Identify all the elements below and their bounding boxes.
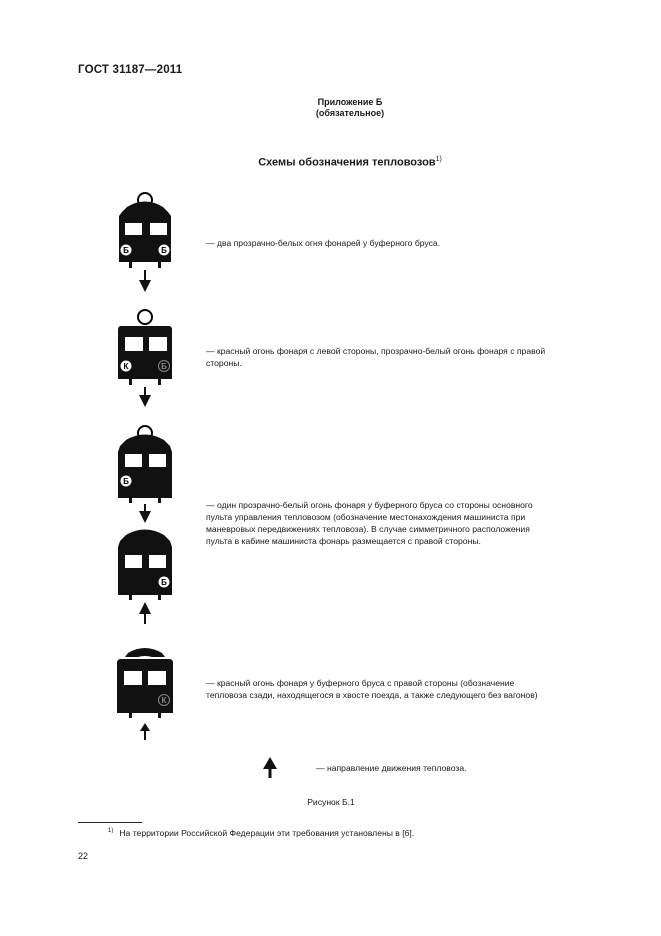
- scheme-3-text: [206, 499, 533, 547]
- buffer-left: [129, 713, 132, 718]
- cab-window-right: [148, 671, 166, 685]
- section-footnote-mark: 1): [435, 156, 442, 163]
- cab-window-left: [125, 454, 142, 467]
- buffer-right: [158, 379, 161, 385]
- arrow-shaft: [144, 614, 146, 624]
- scheme-3-line-1: — один прозрачно-белый огонь фонаря у буферного бруса со стороны основного: [206, 500, 533, 510]
- cab-window-left: [125, 223, 142, 235]
- cab-window-right: [150, 223, 167, 235]
- scheme-2-line-2: стороны.: [206, 358, 242, 368]
- lamp-left-label: Б: [123, 477, 129, 486]
- footnote-mark: 1): [108, 828, 114, 835]
- buffer-left: [129, 498, 132, 503]
- buffer-right: [158, 595, 161, 600]
- appendix-status: (обязательное): [315, 108, 385, 118]
- document-header: ГОСТ 31187—2011: [78, 64, 183, 76]
- lamp-left-label: Б: [123, 246, 129, 255]
- locomotive-roof: [125, 648, 165, 657]
- buffer-left: [129, 595, 132, 600]
- locomotive-scheme-2: [112, 305, 182, 409]
- section-title-text: Схемы обозначения тепловозов: [258, 156, 436, 169]
- cab-window-left: [124, 671, 142, 685]
- arrow-shaft: [144, 270, 146, 280]
- lamp-right-label: Б: [161, 246, 167, 255]
- cab-window-left: [125, 555, 142, 568]
- footnote-divider: [78, 822, 142, 823]
- scheme-3-line-3: маневровых передвижениях тепловоза). В случае симметричного расположения: [206, 524, 530, 534]
- legend-text: — направление движения тепловоза.: [316, 763, 467, 773]
- lamp-left-label: К: [123, 362, 129, 371]
- lamp-right-label: Б: [161, 362, 167, 371]
- locomotive-scheme-4: [112, 640, 182, 744]
- scheme-4-line-1: — красный огонь фонаря у буферного бруса с правой стороны (обозначение: [206, 678, 515, 688]
- cab-window-right: [149, 454, 166, 467]
- direction-arrow-up-icon: [139, 602, 151, 614]
- arrow-shaft: [144, 731, 146, 740]
- cab-window-right: [149, 337, 167, 351]
- scheme-1-text: — два прозрачно-белых огня фонарей у буферного бруса.: [206, 238, 441, 248]
- direction-arrow-down-icon: [139, 280, 151, 292]
- scheme-4-text: [206, 677, 538, 701]
- direction-arrow-up-icon: [140, 723, 150, 731]
- page-number: 22: [78, 851, 89, 861]
- buffer-left: [129, 262, 132, 268]
- scheme-4-line-2: тепловоза сзади, находящегося в хвосте поезда, а также следующего без вагонов): [206, 690, 538, 700]
- buffer-right: [158, 262, 161, 268]
- buffer-left: [129, 379, 132, 385]
- arrow-shaft: [144, 387, 146, 396]
- lamp-right-label: К: [161, 696, 167, 705]
- scheme-3-line-4: пульта в кабине машиниста фонарь размещается с правой стороны.: [206, 536, 481, 546]
- headlight-circle: [138, 310, 152, 324]
- scheme-3-line-2: пульта управления тепловозом (обозначение местонахождения машиниста при: [206, 512, 526, 522]
- cab-window-left: [125, 337, 143, 351]
- buffer-right: [158, 498, 161, 503]
- footnote: [108, 828, 414, 838]
- legend-arrow-up-icon: [261, 757, 281, 779]
- direction-arrow-down-icon: [139, 395, 151, 407]
- figure-caption: Рисунок Б.1: [307, 797, 355, 807]
- locomotive-scheme-1: [112, 192, 182, 296]
- locomotive-scheme-3-front: [112, 422, 182, 526]
- appendix-label: Приложение Б: [317, 97, 383, 107]
- lamp-right-label: Б: [161, 578, 167, 587]
- section-title: [130, 156, 570, 169]
- direction-arrow-down-icon: [139, 511, 151, 523]
- footnote-text: На территории Российской Федерации эти требования установлены в [6].: [119, 828, 415, 838]
- cab-window-right: [149, 555, 166, 568]
- buffer-right: [158, 713, 161, 718]
- scheme-2-line-1: — красный огонь фонаря с левой стороны, прозрачно-белый огонь фонаря с правой: [206, 346, 546, 356]
- locomotive-scheme-3-rear: [112, 523, 182, 627]
- scheme-2-text: [206, 345, 545, 369]
